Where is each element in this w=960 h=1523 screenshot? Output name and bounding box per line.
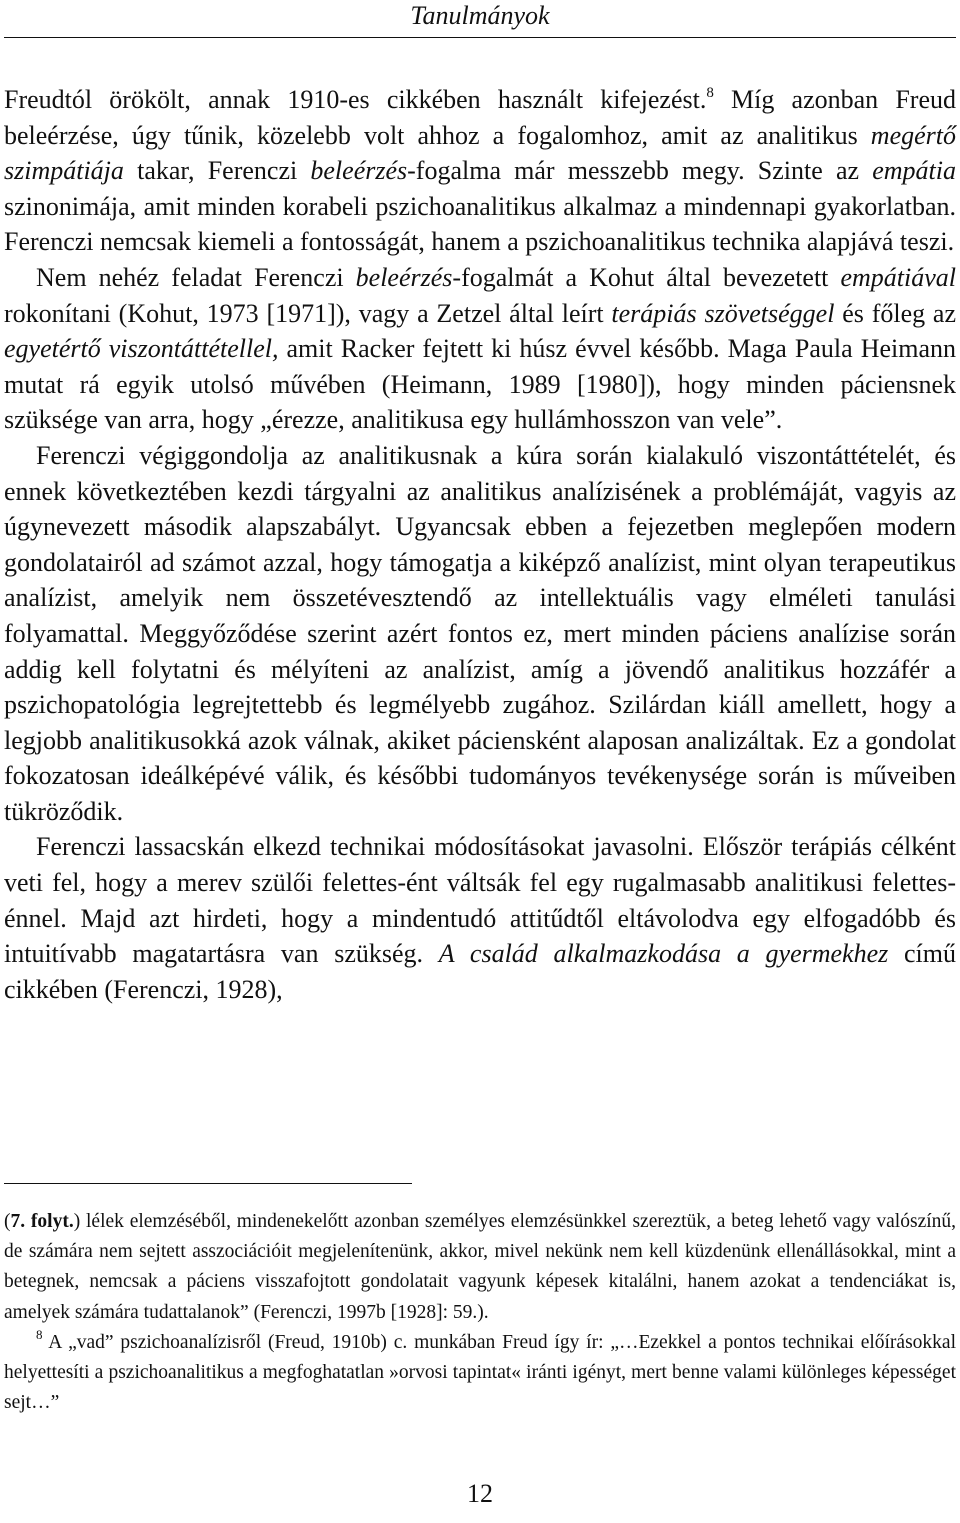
footnote-rule — [4, 1183, 412, 1184]
header-rule — [4, 37, 956, 38]
body-text — [4, 82, 956, 1007]
paragraph-1: Freudtól örökölt, annak 1910-es cikkében használt kifejezést.$^8$ Míg azonban Freud beleérzése, úgy tűnik, közelebb volt ahhoz a fogalomhoz, amit az analitikus megértő szimpátiája takar, Ferenczi beleérzés-fogalma már messzebb megy. Szinte az empátia szinonimája, amit minden korabeli pszichoanalitikus alkalmaz a mindennapi gyakorlatban. Ferenczi nemcsak kiemeli a fontosságát, hanem a pszichoanalitikus technika alapjává teszi. — [4, 84, 956, 257]
paragraph-3: Ferenczi végiggondolja az analitikusnak a kúra során kialakuló viszontáttételét, és ennek következtében kezdi tárgyalni az analitikus analízisének a problémáját, vagyis az úgynevezett második alapszabályt. Ugyancsak ebben a fejezetben meglepően modern gondolatairól ad számot azzal, hogy támogatja a kiképző analízist, mint olyan terapeutikus analízist, amelyik nem összetévesztendő az intellektuális vagy elméleti tanulási folyamattal. Meggyőződése szerint azért fontos ez, mert minden páciens analízise során addig kell folytatni és mélyíteni az analízist, amíg a jövendő analitikus hozzáfér a pszichopatológia legrejtettebb és legmélyebb zugához. Szilárdan kiáll amellett, hogy a legjobb analitikusokká azok válnak, akiket páciensként alaposan analizáltak. Ez a gondolat fokozatosan ideálképévé válik, és későbbi tudományos tevékenysége során is műveiben tükröződik. — [4, 440, 956, 826]
page-number: 12 — [467, 1479, 493, 1508]
paragraph-2: Nem nehéz feladat Ferenczi beleérzés-fogalmát a Kohut által bevezetett empátiával rokonítani (Kohut, 1973 [1971]), vagy a Zetzel által leírt terápiás szövetséggel és főleg az egyetértő viszontáttétellel, amit Racker fejtett ki húsz évvel később. Maga Paula Heimann mutat rá egyik utolsó művében (Heimann, 1989 [1980]), hogy minden páciensnek szüksége van arra, hogy „érezze, analitikusa egy hullámhosszon van vele”. — [4, 262, 957, 435]
footnote-ref-8[interactable]: 8 — [706, 84, 714, 101]
paragraph-4: Ferenczi lassacskán elkezd technikai módosításokat javasolni. Először terápiás célként veti fel, hogy a merev szülői felettes-ént váltsák fel egy rugalmasabb analitikusi felettes-énnel. Majd azt hirdeti, hogy a mindentudó attitűdtől eltávolodva egy elfogadóbb és intuitívabb magatartásra van szükség. A család alkalmazkodása a gyermekhez című cikkében (Ferenczi, 1928), — [4, 832, 956, 1004]
footnote-8: $^8$ A „vad” pszichoanalízisről (Freud, 1910b) c. munkában Freud így ír: „…Ezekkel a pontos technikai előírásokkal helyettesíti a pszichoanalitikus a megfoghatatlan »orvosi tapintat« iránti igényt, mert benne valami különleges képességet sejt…” — [4, 1326, 956, 1414]
footnote-mark-8: 8 — [36, 1326, 43, 1342]
footnote-7-continued: (7. folyt.) lélek elemzéséből, mindenekelőtt azonban személyes elemzésünkkel szereztük, a beteg lehető vagy valószínű, de számára nem sejtett asszociációit megjelenítenünk, akkor, mivel nekünk nem kell küzdenünk ellenállásokkal, mint a betegnek, nemcsak a páciens visszafojtott gondolatait vagyunk képesek kitalálni, hanem azokat a tendenciákat is, amelyek számára tudattalanok” (Ferenczi, 1997b [1928]: 59.). — [4, 1211, 957, 1323]
footnote-continuation-label: 7. folyt. — [10, 1211, 74, 1232]
running-header — [0, 0, 960, 39]
footnotes — [4, 1207, 956, 1418]
running-title: Tanulmányok — [410, 1, 550, 30]
